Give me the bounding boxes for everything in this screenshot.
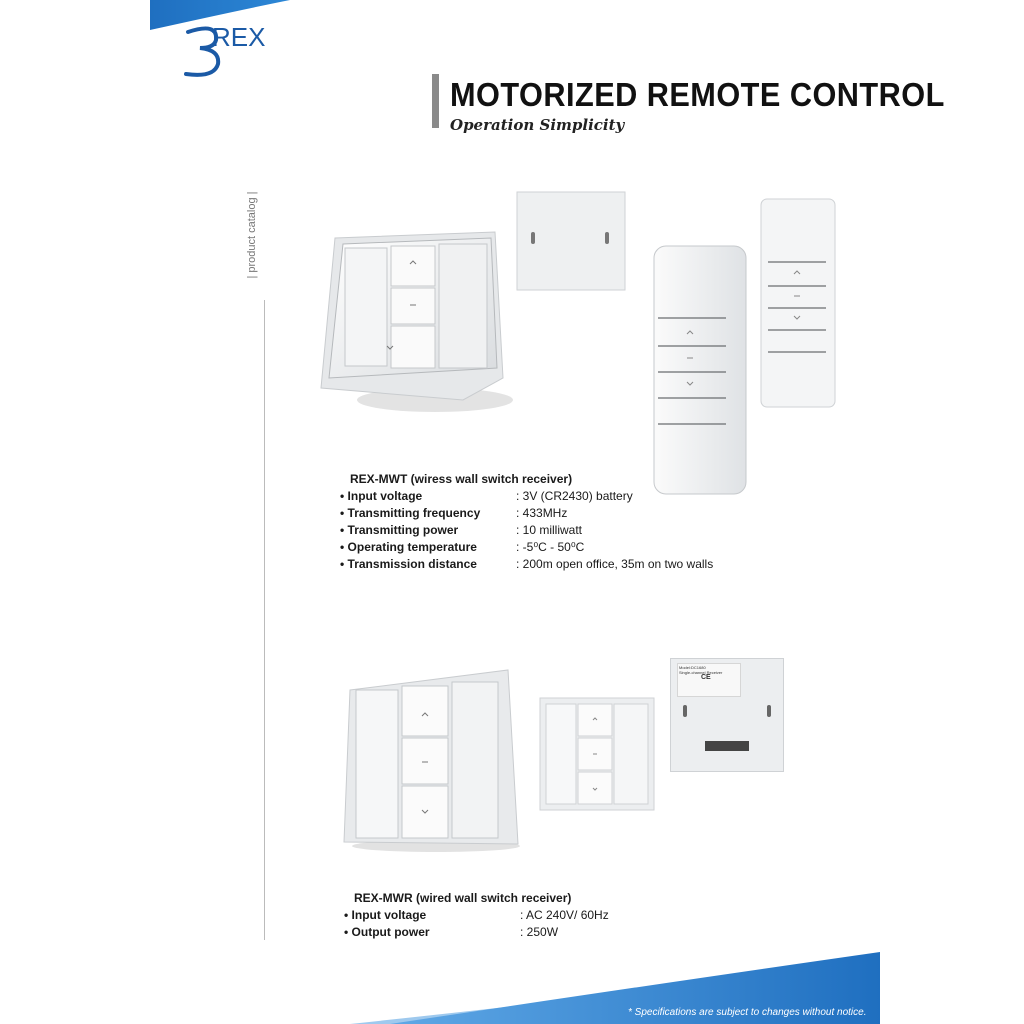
spec-value: : 200m open office, 35m on two walls bbox=[516, 557, 714, 571]
product-1-spec-row bbox=[340, 540, 584, 554]
spec-label: • Transmitting frequency bbox=[340, 506, 481, 520]
product-1-spec-row bbox=[340, 489, 633, 503]
spec-value: : 3V (CR2430) battery bbox=[516, 489, 633, 503]
spec-value: : 250W bbox=[520, 925, 559, 939]
product-2-name: REX-MWR (wired wall switch receiver) bbox=[354, 891, 572, 905]
spec-label: • Input voltage bbox=[344, 908, 427, 922]
spec-value: : -5⁰C - 50⁰C bbox=[516, 540, 585, 554]
page-subtitle: Operation Simplicity bbox=[450, 116, 625, 134]
mount-slot-right bbox=[767, 705, 771, 717]
handheld-remote-image bbox=[650, 242, 750, 497]
spec-value: : AC 240V/ 60Hz bbox=[520, 908, 609, 922]
receiver-back-image bbox=[670, 658, 784, 772]
terminal-block bbox=[705, 741, 749, 751]
brand-logo-text: REX bbox=[212, 22, 266, 52]
side-divider-line bbox=[264, 300, 265, 940]
product-2-spec-row bbox=[344, 908, 609, 922]
title-accent-bar bbox=[432, 74, 439, 128]
spec-label: • Transmitting power bbox=[340, 523, 459, 537]
product-2-spec-row bbox=[344, 925, 558, 939]
side-catalog-label: | product catalog | bbox=[246, 191, 258, 279]
spec-label: • Input voltage bbox=[340, 489, 423, 503]
product-1-name: REX-MWT (wiress wall switch receiver) bbox=[350, 472, 573, 486]
product-1-spec-row bbox=[340, 523, 582, 537]
receiver-box-image bbox=[515, 190, 627, 292]
side-label-container bbox=[240, 185, 264, 295]
spec-value: : 10 milliwatt bbox=[516, 523, 583, 537]
product-1-spec-row bbox=[340, 506, 567, 520]
spec-label: • Operating temperature bbox=[340, 540, 477, 554]
ce-mark: CE bbox=[701, 674, 711, 681]
mount-slot-left bbox=[683, 705, 687, 717]
receiver-model-text: Model:DC1680 bbox=[679, 665, 706, 670]
product-1-spec-row bbox=[340, 557, 713, 571]
receiver-sticker bbox=[677, 663, 741, 697]
spec-label: • Output power bbox=[344, 925, 430, 939]
spec-label: • Transmission distance bbox=[340, 557, 477, 571]
slim-remote-image bbox=[758, 196, 838, 410]
receiver-desc-text: Single-channel Receiver bbox=[679, 670, 723, 675]
page-title: MOTORIZED REMOTE CONTROL bbox=[450, 76, 945, 113]
wall-switch-image bbox=[315, 228, 520, 418]
footer-disclaimer: * Specifications are subject to changes without notice. bbox=[628, 1007, 867, 1018]
small-switch-front-image bbox=[538, 696, 656, 812]
spec-value: : 433MHz bbox=[516, 506, 568, 520]
wired-switch-image bbox=[340, 666, 522, 856]
